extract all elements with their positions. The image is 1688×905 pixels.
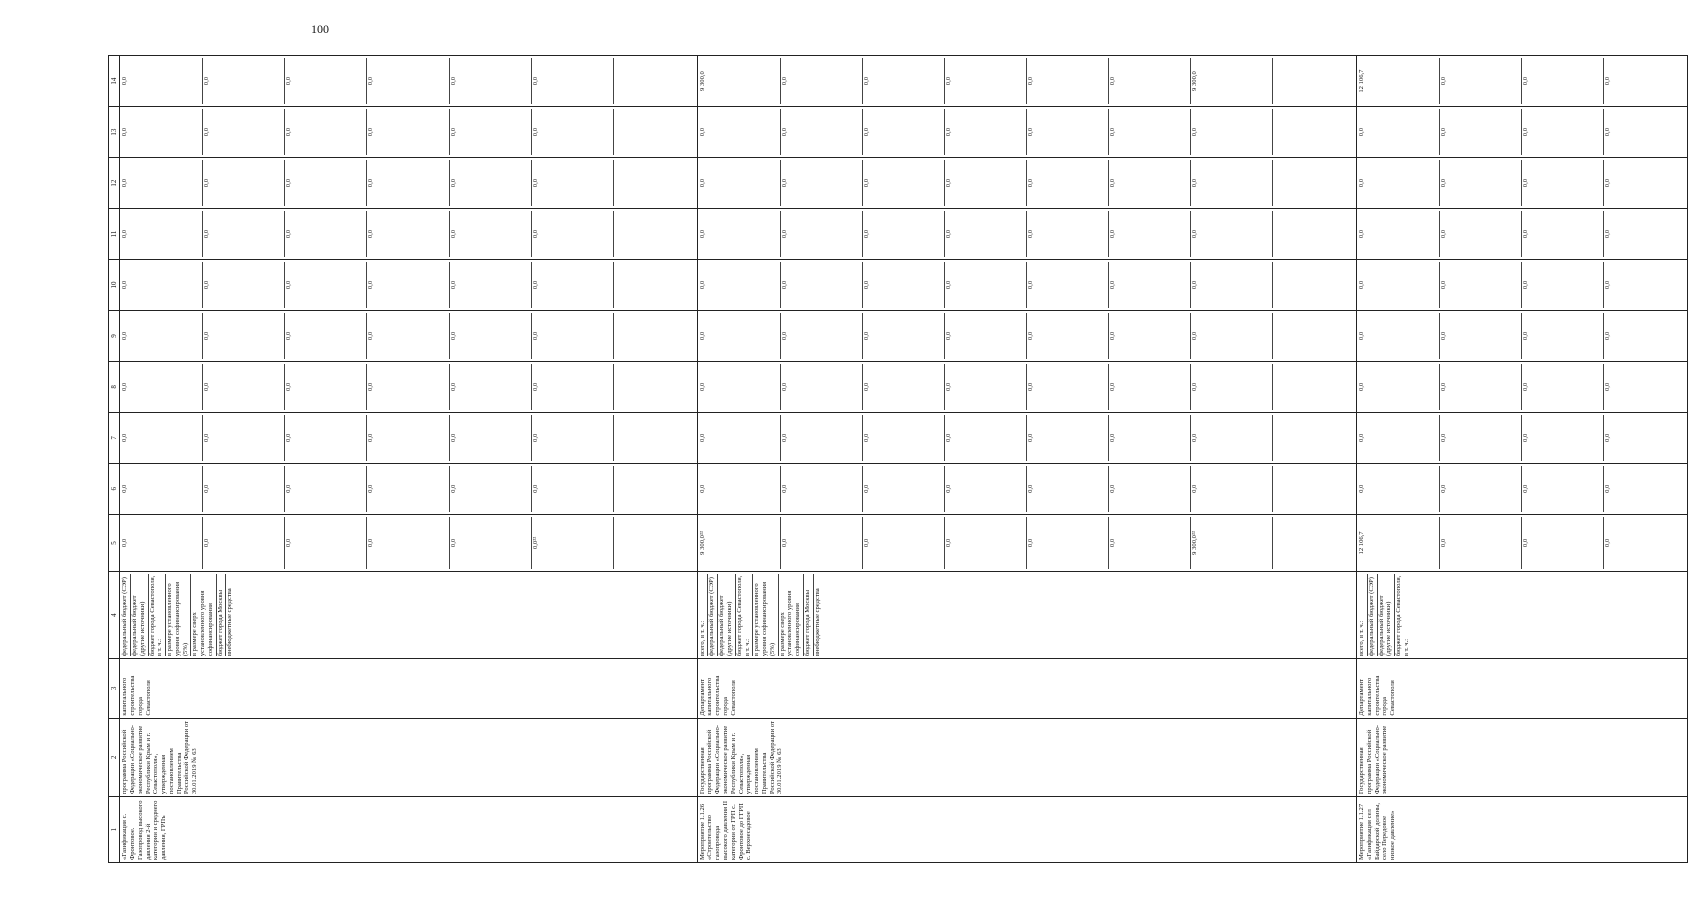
value-line: 0,0 [532, 415, 614, 461]
value-line: 0,0 [1191, 364, 1273, 410]
value-line: 0,0 [1027, 364, 1109, 410]
value-line: 0,0 [1604, 433, 1612, 442]
value-line: 0,0 [1027, 517, 1109, 569]
value-line: 0,0 [1604, 382, 1612, 392]
value-line: 0,0 [699, 415, 781, 461]
value-line: 0,0 [1440, 211, 1522, 257]
funding-source-line: федеральный бюджет (СЭР) [121, 574, 131, 656]
value-line: 0,0 [450, 109, 532, 155]
value-line: 0,0 [121, 211, 203, 257]
value-line: 9 300,0 [699, 58, 781, 104]
value-line: 0,0 [1522, 517, 1604, 569]
cell-value-col-11 [1357, 209, 1688, 260]
value-line: 0,0²² [532, 517, 614, 569]
value-line: 0,0 [1109, 109, 1191, 155]
value-line [614, 160, 696, 206]
value-line: 0,0 [1604, 128, 1612, 137]
cell-value-col-11 [120, 209, 697, 260]
value-line [614, 313, 696, 359]
value-line: 0,0 [1604, 76, 1612, 86]
value-line: 0,0 [1522, 313, 1604, 359]
cell-value-col-8 [1357, 361, 1688, 412]
column-header-7: 7 [109, 412, 120, 463]
value-line [614, 466, 696, 512]
value-line: 0,0 [450, 466, 532, 512]
cell-c1: Мероприятие 1.1.27 «Газификация сел Байдарской долины, село Передовое низкое давление» [1357, 797, 1688, 863]
value-line: 0,0 [863, 109, 945, 155]
value-line: 0,0 [121, 58, 203, 104]
value-line: 0,0 [285, 58, 367, 104]
value-line: 0,0 [121, 109, 203, 155]
cell-c2: программа Российской Федерации «Социально-экономическое развитие Республики Крым и г. Севастополя», утвержденная постановлением Правительства Российской Федерации от 30.01.2019 № 63 [120, 718, 697, 797]
value-line: 0,0 [121, 466, 203, 512]
value-line: 0,0 [532, 160, 614, 206]
value-line: 0,0 [1358, 364, 1440, 410]
value-line: 0,0 [1109, 313, 1191, 359]
funding-source-line: всего, в т. ч.: [699, 574, 709, 656]
value-line: 0,0 [1109, 364, 1191, 410]
value-line: 0,0 [699, 109, 781, 155]
value-line: 0,0 [863, 466, 945, 512]
cell-value-col-12 [120, 158, 697, 209]
cell-c1: «Газификация с. Фронтовое. Газопровод высокого давления 2-й категории и среднего давления, ГРПъ [120, 797, 697, 863]
value-line: 0,0 [285, 160, 367, 206]
value-line: 0,0 [203, 466, 285, 512]
funding-source-line: в размере сверх установленного уровня софинансирования [779, 574, 804, 656]
value-line: 0,0 [450, 364, 532, 410]
value-line: 0,0 [945, 160, 1027, 206]
value-line: 0,0 [285, 262, 367, 308]
value-line: 0,0 [1522, 262, 1604, 308]
value-line: 0,0 [1440, 415, 1522, 461]
value-line: 0,0 [1109, 160, 1191, 206]
cell-funding-source [120, 572, 697, 659]
funding-source-line: внебюджетные средства [813, 588, 821, 657]
value-line: 0,0 [945, 109, 1027, 155]
cell-value-col-12 [1357, 158, 1688, 209]
value-line: 0,0 [863, 517, 945, 569]
value-line: 0,0 [450, 160, 532, 206]
value-line: 9 300,0²² [1191, 517, 1273, 569]
value-line: 0,0 [781, 262, 863, 308]
value-line: 0,0 [532, 211, 614, 257]
value-line: 0,0 [532, 262, 614, 308]
value-line: 0,0 [863, 58, 945, 104]
value-line [1273, 58, 1355, 104]
cell-c2: Государственная программа Российской Федерации «Социально-экономическое развитие Республики Крым и г. Севастополя», утвержденная постановлением Правительства Российской Федерации от 30.01.2019 № 63 [697, 718, 1357, 797]
column-header-6: 6 [109, 463, 120, 514]
value-line [614, 211, 696, 257]
value-line: 0,0 [1109, 58, 1191, 104]
value-line: 0,0 [203, 211, 285, 257]
value-line: 0,0 [1358, 313, 1440, 359]
value-line [1273, 109, 1355, 155]
value-line: 0,0 [203, 517, 285, 569]
value-line [614, 517, 696, 569]
value-line: 0,0 [781, 415, 863, 461]
value-line: 0,0 [532, 109, 614, 155]
value-line: 0,0 [1440, 364, 1522, 410]
value-line: 0,0 [121, 364, 203, 410]
value-line: 0,0 [1440, 160, 1522, 206]
cell-c1: Мероприятие 1.1.26 «Строительство газопровода высокого давления II категории от ГРП с. Фронтовое до ГГРП с. Верхнесадовое [697, 797, 1357, 863]
value-line: 0,0 [781, 109, 863, 155]
value-line: 0,0 [1604, 484, 1612, 493]
column-header-4: 4 [109, 572, 120, 659]
value-line: 0,0 [1522, 211, 1604, 257]
value-line: 0,0 [863, 160, 945, 206]
value-line: 0,0 [203, 262, 285, 308]
value-line [1273, 160, 1355, 206]
value-line: 0,0 [1522, 415, 1604, 461]
funding-source-line: бюджет города Севастополя, в т. ч.: [736, 574, 754, 656]
value-line: 0,0 [1522, 160, 1604, 206]
value-line: 0,0 [945, 364, 1027, 410]
cell-c3: капитального строительства города Севастополя [120, 659, 697, 718]
cell-value-col-11 [697, 209, 1357, 260]
value-line: 0,0 [367, 313, 449, 359]
value-line [614, 58, 696, 104]
cell-value-col-5 [1357, 514, 1688, 571]
funding-source-line: федеральный бюджет (другие источники) [131, 574, 149, 656]
value-line: 0,0 [945, 58, 1027, 104]
value-line: 0,0 [863, 364, 945, 410]
cell-value-col-13 [120, 107, 697, 158]
cell-value-col-9 [120, 310, 697, 361]
value-line: 0,0 [1027, 160, 1109, 206]
value-line: 0,0 [203, 415, 285, 461]
value-line: 0,0 [1027, 313, 1109, 359]
value-line: 0,0 [1358, 466, 1440, 512]
value-line: 0,0 [203, 109, 285, 155]
value-line: 0,0 [1027, 58, 1109, 104]
funding-source-line: федеральный бюджет (другие источники) [1378, 574, 1396, 656]
value-line: 0,0 [285, 364, 367, 410]
value-line [1273, 313, 1355, 359]
value-line: 0,0 [121, 262, 203, 308]
value-line [614, 262, 696, 308]
value-line: 0,0 [285, 109, 367, 155]
value-line: 0,0 [1358, 211, 1440, 257]
value-line: 0,0 [121, 415, 203, 461]
value-line: 0,0 [1191, 415, 1273, 461]
value-line: 0,0 [1191, 160, 1273, 206]
cell-value-col-7 [1357, 412, 1688, 463]
cell-value-col-10 [697, 260, 1357, 311]
budget-table [108, 55, 1688, 863]
value-line: 0,0 [1440, 466, 1522, 512]
cell-value-col-13 [1357, 107, 1688, 158]
cell-c3: Департамент капитального строительства города Севастополя [697, 659, 1357, 718]
value-line: 0,0 [1191, 466, 1273, 512]
value-line: 0,0 [1358, 109, 1440, 155]
value-line [1273, 211, 1355, 257]
value-line: 0,0 [945, 262, 1027, 308]
value-line: 0,0 [203, 58, 285, 104]
value-line: 0,0 [945, 466, 1027, 512]
value-line: 0,0 [699, 211, 781, 257]
value-line: 0,0 [1191, 109, 1273, 155]
funding-source-line: бюджет города Москвы [217, 574, 227, 656]
column-header-3: 3 [109, 659, 120, 718]
funding-source-line: бюджет города Севастополя, в т. ч.: [1395, 575, 1411, 657]
cell-value-col-9 [697, 310, 1357, 361]
cell-value-col-14 [1357, 56, 1688, 107]
value-line: 0,0 [450, 313, 532, 359]
value-line: 0,0 [1604, 538, 1612, 548]
value-line: 0,0 [1358, 160, 1440, 206]
value-line: 0,0 [781, 364, 863, 410]
value-line: 0,0 [945, 211, 1027, 257]
value-line: 0,0 [285, 415, 367, 461]
value-line [1273, 466, 1355, 512]
rotated-table-container [108, 55, 1612, 863]
value-line: 0,0 [367, 160, 449, 206]
value-line: 0,0 [699, 466, 781, 512]
value-line: 0,0 [699, 313, 781, 359]
value-line: 0,0 [1109, 262, 1191, 308]
funding-source-line: в размере установленного уровня софинансирования (5%) [166, 574, 191, 656]
value-line: 0,0 [203, 313, 285, 359]
cell-value-col-5 [120, 514, 697, 571]
cell-value-col-12 [697, 158, 1357, 209]
value-line: 0,0 [1027, 415, 1109, 461]
value-line: 12 106,7 [1358, 58, 1440, 104]
value-line: 0,0 [1604, 178, 1612, 188]
value-line: 0,0 [699, 364, 781, 410]
value-line: 0,0 [945, 517, 1027, 569]
value-line: 9 300,0²² [699, 517, 781, 569]
cell-value-col-9 [1357, 310, 1688, 361]
cell-c2: Государственная программа Российской Федерации «Социально-экономическое развитие [1357, 718, 1688, 797]
cell-value-col-10 [120, 260, 697, 311]
column-header-13: 13 [109, 107, 120, 158]
value-line [1273, 262, 1355, 308]
value-line: 0,0 [1027, 262, 1109, 308]
value-line: 0,0 [863, 415, 945, 461]
value-line: 0,0 [699, 160, 781, 206]
value-line: 0,0 [1522, 58, 1604, 104]
value-line: 0,0 [863, 313, 945, 359]
column-header-12: 12 [109, 158, 120, 209]
value-line: 0,0 [450, 58, 532, 104]
value-line: 0,0 [1191, 313, 1273, 359]
value-line: 0,0 [367, 415, 449, 461]
value-line: 0,0 [285, 517, 367, 569]
table-row [1357, 56, 1688, 863]
column-header-14: 14 [109, 56, 120, 107]
table-row [697, 56, 1357, 863]
cell-value-col-8 [120, 361, 697, 412]
funding-source-line: федеральный бюджет (СЭР) [1368, 574, 1378, 656]
value-line [1273, 517, 1355, 569]
value-line: 0,0 [1604, 229, 1612, 239]
value-line: 0,0 [367, 58, 449, 104]
cell-value-col-8 [697, 361, 1357, 412]
value-line: 0,0 [367, 466, 449, 512]
value-line: 0,0 [450, 517, 532, 569]
value-line: 0,0 [1604, 331, 1612, 341]
value-line: 0,0 [367, 364, 449, 410]
value-line [1273, 364, 1355, 410]
value-line: 0,0 [1440, 58, 1522, 104]
value-line: 0,0 [532, 364, 614, 410]
value-line [614, 109, 696, 155]
funding-source-line: федеральный бюджет (другие источники) [718, 574, 736, 656]
value-line: 0,0 [1440, 517, 1522, 569]
value-line: 0,0 [1027, 211, 1109, 257]
value-line: 0,0 [532, 466, 614, 512]
value-line: 0,0 [285, 466, 367, 512]
funding-source-line: внебюджетные средства [226, 588, 234, 657]
funding-source-line: в размере установленного уровня софинансирования (5%) [753, 574, 778, 656]
column-header-1: 1 [109, 797, 120, 863]
value-line: 0,0 [367, 517, 449, 569]
cell-value-col-6 [120, 463, 697, 514]
value-line: 0,0 [781, 466, 863, 512]
value-line: 0,0 [945, 415, 1027, 461]
value-line: 0,0 [1191, 211, 1273, 257]
funding-source-line: всего, в т. ч.: [1358, 574, 1368, 656]
value-line: 0,0 [367, 262, 449, 308]
value-line: 0,0 [945, 313, 1027, 359]
value-line: 0,0 [1109, 517, 1191, 569]
value-line: 0,0 [863, 262, 945, 308]
value-line: 0,0 [203, 364, 285, 410]
cell-value-col-6 [697, 463, 1357, 514]
value-line: 0,0 [203, 160, 285, 206]
value-line: 0,0 [285, 211, 367, 257]
value-line: 0,0 [781, 211, 863, 257]
value-line: 0,0 [1109, 211, 1191, 257]
value-line: 0,0 [1604, 280, 1612, 290]
cell-value-col-14 [120, 56, 697, 107]
value-line: 0,0 [1109, 415, 1191, 461]
value-line: 0,0 [699, 262, 781, 308]
value-line: 0,0 [1522, 466, 1604, 512]
cell-c3: Департамент капитального строительства города Севастополя [1357, 659, 1688, 718]
value-line: 0,0 [121, 160, 203, 206]
value-line: 0,0 [1027, 109, 1109, 155]
value-line: 0,0 [450, 211, 532, 257]
value-line: 12 106,7 [1358, 517, 1440, 569]
cell-funding-source [697, 572, 1357, 659]
value-line: 0,0 [532, 313, 614, 359]
cell-value-col-14 [697, 56, 1357, 107]
cell-value-col-6 [1357, 463, 1688, 514]
value-line: 0,0 [450, 415, 532, 461]
funding-source-line: бюджет города Москвы [804, 574, 814, 656]
value-line: 0,0 [781, 160, 863, 206]
column-header-5: 5 [109, 514, 120, 571]
value-line: 0,0 [121, 313, 203, 359]
value-line: 0,0 [1191, 262, 1273, 308]
value-line: 0,0 [1027, 466, 1109, 512]
cell-value-col-7 [120, 412, 697, 463]
column-number-row [109, 56, 120, 863]
cell-value-col-13 [697, 107, 1357, 158]
value-line: 0,0 [1440, 262, 1522, 308]
value-line: 0,0 [1109, 466, 1191, 512]
table-row [120, 56, 697, 863]
value-line: 0,0 [781, 313, 863, 359]
value-line: 0,0 [367, 211, 449, 257]
value-line: 0,0 [285, 313, 367, 359]
column-header-11: 11 [109, 209, 120, 260]
column-header-2: 2 [109, 718, 120, 797]
value-line: 0,0 [1358, 415, 1440, 461]
value-line: 0,0 [1440, 313, 1522, 359]
value-line: 0,0 [532, 58, 614, 104]
value-line: 9 300,0 [1191, 58, 1273, 104]
value-line: 0,0 [367, 109, 449, 155]
page-number: 100 [311, 22, 329, 36]
column-header-8: 8 [109, 361, 120, 412]
value-line: 0,0 [863, 211, 945, 257]
column-header-10: 10 [109, 260, 120, 311]
cell-funding-source [1357, 572, 1688, 659]
value-line: 0,0 [450, 262, 532, 308]
value-line: 0,0 [121, 517, 203, 569]
funding-source-line: бюджет города Севастополя, в т. ч.: [149, 574, 167, 656]
value-line: 0,0 [1522, 109, 1604, 155]
value-line: 0,0 [1440, 109, 1522, 155]
funding-source-line: федеральный бюджет (СЭР) [708, 574, 718, 656]
value-line: 0,0 [781, 517, 863, 569]
cell-value-col-7 [697, 412, 1357, 463]
cell-value-col-5 [697, 514, 1357, 571]
value-line [614, 364, 696, 410]
value-line: 0,0 [1522, 364, 1604, 410]
value-line [614, 415, 696, 461]
cell-value-col-10 [1357, 260, 1688, 311]
column-header-9: 9 [109, 310, 120, 361]
funding-source-line: в размере сверх установленного уровня софинансирования [191, 574, 216, 656]
value-line: 0,0 [781, 58, 863, 104]
value-line [1273, 415, 1355, 461]
value-line: 0,0 [1358, 262, 1440, 308]
